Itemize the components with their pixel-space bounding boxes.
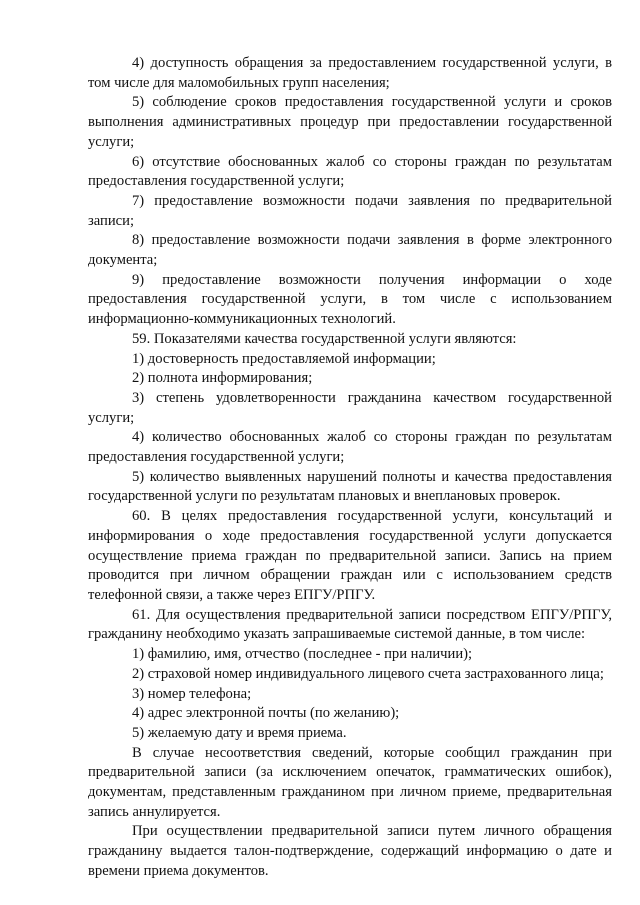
paragraph-quality-1: 1) достоверность предоставляемой информации; xyxy=(132,350,436,367)
paragraph-item-5-deadlines: 5) соблюдение сроков предоставления государственной услуги и сроков выполнения административных процедур при предоставлении государственной услуги; xyxy=(88,94,612,150)
document-page xyxy=(88,54,612,882)
paragraph-quality-4: 4) количество обоснованных жалоб со стороны граждан по результатам предоставления государственной услуги; xyxy=(88,429,612,466)
paragraph-mismatch: В случае несоответствия сведений, которые сообщил гражданин при предварительной записи (за исключением опечаток, грамматических ошибок), документам, представленным гражданином при личном приеме, предварительная запись аннулируется. xyxy=(88,744,612,820)
paragraph-quality-2: 2) полнота информирования; xyxy=(132,370,313,387)
paragraph-data-1: 1) фамилию, имя, отчество (последнее - при наличии); xyxy=(132,646,473,663)
paragraph-personal-visit: При осуществлении предварительной записи путем личного обращения гражданину выдается талон-подтверждение, содержащий информацию о дате и времени приема документов. xyxy=(88,823,612,879)
paragraph-section-60: 60. В целях предоставления государственной услуги, консультаций и информирования о ходе предоставления государственной услуги допускается осуществление приема граждан по предварительной записи. Запись на прием проводится при личном обращении граждан или с использованием средств телефонной связи, а также через ЕПГУ/РПГУ. xyxy=(88,508,612,603)
paragraph-item-7-appointment: 7) предоставление возможности подачи заявления по предварительной записи; xyxy=(88,192,612,229)
paragraph-quality-5: 5) количество выявленных нарушений полноты и качества предоставления государственной услуги по результатам плановых и внеплановых проверок. xyxy=(88,468,612,505)
paragraph-data-5: 5) желаемую дату и время приема. xyxy=(132,724,347,741)
paragraph-item-4-accessibility: 4) доступность обращения за предоставлением государственной услуги, в том числе для маломобильных групп населения; xyxy=(88,55,612,91)
paragraph-item-8-electronic: 8) предоставление возможности подачи заявления в форме электронного документа; xyxy=(88,232,612,269)
paragraph-section-61: 61. Для осуществления предварительной записи посредством ЕПГУ/РПГУ, гражданину необходимо указать запрашиваемые системой данные, в том числе: xyxy=(88,606,612,643)
paragraph-item-9-information: 9) предоставление возможности получения информации о ходе предоставления государственной услуги, в том числе с использованием информационно-коммуникационных технологий. xyxy=(88,271,612,328)
paragraph-data-2: 2) страховой номер индивидуального лицевого счета застрахованного лица; xyxy=(132,665,604,682)
paragraph-item-6-no-complaints: 6) отсутствие обоснованных жалоб со стороны граждан по результатам предоставления государственной услуги; xyxy=(88,153,612,190)
paragraph-section-59: 59. Показателями качества государственной услуги являются: xyxy=(132,330,517,347)
paragraph-quality-3: 3) степень удовлетворенности гражданина качеством государственной услуги; xyxy=(88,389,612,426)
paragraph-data-4: 4) адрес электронной почты (по желанию); xyxy=(132,705,400,722)
paragraph-data-3: 3) номер телефона; xyxy=(132,685,252,702)
